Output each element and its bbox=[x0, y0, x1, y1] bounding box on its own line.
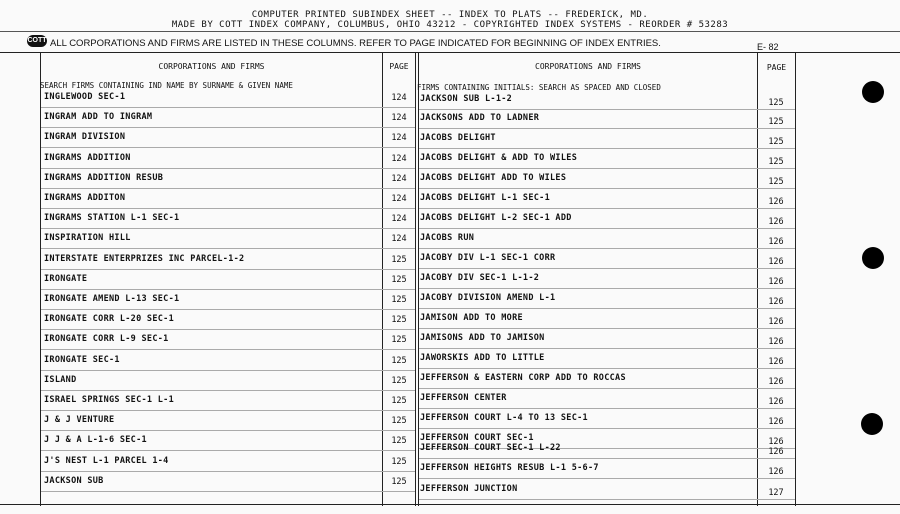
row-rule bbox=[41, 248, 415, 249]
row-rule bbox=[419, 148, 795, 149]
left-entry-page: 125 bbox=[391, 335, 407, 346]
right-entry-page: 125 bbox=[768, 117, 784, 127]
bottom-rule bbox=[0, 504, 900, 505]
right-entry-page: 126 bbox=[768, 357, 784, 367]
right-column-heading: CORPORATIONS AND FIRMS bbox=[535, 62, 641, 71]
row-rule bbox=[419, 208, 795, 209]
row-rule bbox=[419, 499, 795, 500]
left-entry-name: INGLEWOOD SEC-1 bbox=[44, 92, 126, 102]
right-entry-name: JEFFERSON JUNCTION bbox=[420, 484, 518, 494]
row-rule bbox=[419, 348, 795, 349]
left-entry-name: ISRAEL SPRINGS SEC-1 L-1 bbox=[44, 395, 175, 405]
binder-hole bbox=[862, 247, 884, 269]
row-rule bbox=[419, 288, 795, 289]
right-entry-name: JACOBS DELIGHT bbox=[420, 133, 496, 143]
right-entry-page: 126 bbox=[768, 297, 784, 307]
left-column-heading: CORPORATIONS AND FIRMS bbox=[158, 62, 265, 71]
row-rule bbox=[41, 228, 415, 229]
left-entry-page: 125 bbox=[391, 436, 407, 447]
row-rule bbox=[41, 349, 415, 350]
right-entry-page: 126 bbox=[768, 417, 784, 427]
row-rule bbox=[419, 268, 795, 269]
right-entry-page: 125 bbox=[768, 157, 784, 167]
row-rule bbox=[419, 168, 795, 169]
row-rule bbox=[41, 289, 415, 290]
row-rule bbox=[41, 450, 415, 451]
left-entry-name: INGRAM ADD TO INGRAM bbox=[44, 112, 153, 123]
right-entry-page: 126 bbox=[768, 337, 784, 347]
right-subheading: FIRMS CONTAINING INITIALS: SEARCH AS SPACED AND CLOSED bbox=[417, 83, 661, 92]
row-rule bbox=[41, 390, 415, 391]
right-entry-name: JEFFERSON HEIGHTS RESUB L-1 5-6-7 bbox=[420, 463, 599, 473]
row-rule bbox=[419, 188, 795, 189]
right-entry-name: JACOBS DELIGHT L-1 SEC-1 bbox=[420, 193, 551, 203]
right-entry-page: 126 bbox=[768, 467, 784, 477]
right-page-heading: PAGE bbox=[766, 63, 787, 72]
right-entry-page: 126 bbox=[768, 197, 784, 207]
left-entry-name: J'S NEST L-1 PARCEL 1-4 bbox=[44, 455, 169, 466]
left-entry-name: JACKSON SUB bbox=[44, 475, 104, 486]
right-entry-page: 125 bbox=[768, 137, 784, 147]
left-entry-name: INGRAMS STATION L-1 SEC-1 bbox=[44, 213, 180, 224]
top-rule bbox=[0, 52, 900, 53]
row-rule bbox=[41, 127, 415, 128]
right-entry-name: JACOBY DIVISION AMEND L-1 bbox=[420, 293, 556, 303]
row-rule bbox=[419, 368, 795, 369]
col-divider bbox=[40, 52, 41, 506]
right-entry-name: JAMISON ADD TO MORE bbox=[420, 313, 523, 323]
left-entry-page: 124 bbox=[391, 214, 407, 225]
col-divider bbox=[418, 52, 419, 506]
row-rule bbox=[419, 328, 795, 329]
row-rule bbox=[41, 309, 415, 310]
left-page-heading: PAGE bbox=[389, 62, 409, 71]
left-entry-name: INSPIRATION HILL bbox=[44, 233, 131, 244]
row-rule bbox=[41, 188, 415, 189]
right-entry-name: JEFFERSON & EASTERN CORP ADD TO ROCCAS bbox=[420, 373, 626, 383]
right-entry-name: JACOBS RUN bbox=[420, 233, 475, 243]
right-entry-name: JACOBY DIV SEC-1 L-1-2 bbox=[420, 273, 540, 283]
left-entry-page: 125 bbox=[391, 315, 407, 326]
left-entry-name: J J & A L-1-6 SEC-1 bbox=[44, 435, 147, 446]
sheet-number: E- 82 bbox=[757, 42, 779, 52]
right-entry-page: 126 bbox=[768, 277, 784, 287]
left-entry-name: IRONGATE AMEND L-13 SEC-1 bbox=[44, 294, 180, 304]
col-divider bbox=[795, 52, 796, 506]
right-entry-page: 126 bbox=[768, 377, 784, 387]
col-divider bbox=[757, 52, 758, 506]
right-entry-page: 126 bbox=[768, 397, 784, 407]
header-rule bbox=[0, 31, 900, 32]
left-entry-page: 124 bbox=[391, 234, 407, 245]
row-rule bbox=[41, 491, 415, 492]
left-subheading: SEARCH FIRMS CONTAINING IND NAME BY SURNAME & GIVEN NAME bbox=[40, 81, 293, 90]
row-rule bbox=[419, 408, 795, 409]
left-entry-page: 125 bbox=[391, 396, 407, 406]
left-entry-name: INGRAMS ADDITION RESUB bbox=[44, 172, 164, 183]
left-entry-page: 125 bbox=[391, 274, 407, 285]
left-entry-name: IRONGATE bbox=[44, 273, 88, 284]
row-rule bbox=[419, 128, 795, 129]
row-rule bbox=[419, 388, 795, 389]
right-entry-page: 127 bbox=[768, 488, 784, 498]
right-entry-page: 126 bbox=[768, 257, 784, 267]
right-entry-name: JACOBS DELIGHT & ADD TO WILES bbox=[420, 153, 578, 163]
row-rule bbox=[41, 430, 415, 431]
left-entry-name: IRONGATE SEC-1 bbox=[44, 354, 120, 365]
left-entry-page: 124 bbox=[391, 113, 407, 124]
row-rule bbox=[41, 147, 415, 148]
left-entry-name: IRONGATE CORR L-20 SEC-1 bbox=[44, 314, 175, 325]
row-rule bbox=[419, 308, 795, 309]
col-divider bbox=[415, 52, 416, 506]
row-rule bbox=[419, 478, 795, 479]
right-entry-page: 126 bbox=[768, 437, 784, 447]
right-entry-page: 126 bbox=[768, 217, 784, 227]
binder-hole bbox=[862, 81, 884, 103]
right-entry-name: JAWORSKIS ADD TO LITTLE bbox=[420, 353, 545, 363]
left-entry-page: 125 bbox=[391, 416, 407, 427]
row-rule bbox=[41, 168, 415, 169]
left-entry-name: INGRAMS ADDITION bbox=[44, 152, 131, 163]
row-rule bbox=[41, 208, 415, 209]
notice-text: ALL CORPORATIONS AND FIRMS ARE LISTED IN THESE COLUMNS. REFER TO PAGE INDICATED FOR BEGINNING OF INDEX ENTRIES. bbox=[50, 38, 661, 49]
right-entry-page: 126 bbox=[768, 447, 784, 457]
right-entry-page: 125 bbox=[768, 98, 784, 108]
left-entry-name: IRONGATE CORR L-9 SEC-1 bbox=[44, 334, 169, 345]
left-entry-name: ISLAND bbox=[44, 374, 77, 385]
row-rule bbox=[41, 370, 415, 371]
right-entry-name: JEFFERSON CENTER bbox=[420, 393, 507, 403]
row-rule bbox=[41, 410, 415, 411]
row-rule bbox=[419, 228, 795, 229]
right-entry-name: JEFFERSON COURT L-4 TO 13 SEC-1 bbox=[420, 413, 588, 423]
left-entry-page: 125 bbox=[391, 295, 407, 305]
left-entry-page: 125 bbox=[391, 254, 407, 265]
row-rule bbox=[419, 248, 795, 249]
left-entry-name: INGRAMS ADDITON bbox=[44, 193, 126, 203]
left-entry-page: 124 bbox=[391, 133, 407, 144]
row-rule bbox=[41, 269, 415, 270]
right-entry-name: JACOBS DELIGHT L-2 SEC-1 ADD bbox=[420, 213, 572, 223]
binder-hole bbox=[861, 413, 883, 435]
left-entry-page: 125 bbox=[391, 375, 407, 386]
row-rule bbox=[41, 471, 415, 472]
right-entry-name: JEFFERSON COURT SEC-1 bbox=[420, 433, 534, 443]
left-entry-page: 124 bbox=[391, 173, 407, 184]
right-entry-name: JACOBS DELIGHT ADD TO WILES bbox=[420, 173, 567, 183]
row-rule bbox=[419, 109, 795, 110]
left-entry-name: INGRAM DIVISION bbox=[44, 132, 126, 143]
header-line-2: MADE BY COTT INDEX COMPANY, COLUMBUS, OHIO 43212 - COPYRIGHTED INDEX SYSTEMS - REORDER # 53283 bbox=[171, 20, 729, 30]
right-entry-name: JAMISONS ADD TO JAMISON bbox=[420, 333, 545, 343]
right-entry-name: JACKSONS ADD TO LADNER bbox=[420, 113, 540, 123]
row-rule bbox=[41, 107, 415, 108]
cott-logo: COTT bbox=[27, 35, 47, 47]
left-entry-page: 125 bbox=[391, 456, 407, 467]
right-entry-name: JEFFERSON COURT SEC-1 L-22 bbox=[420, 443, 561, 453]
header-line-1: COMPUTER PRINTED SUBINDEX SHEET -- INDEX TO PLATS -- FREDERICK, MD. bbox=[251, 10, 649, 20]
left-entry-page: 125 bbox=[391, 355, 407, 366]
left-entry-page: 124 bbox=[391, 153, 407, 164]
right-entry-name: JACKSON SUB L-1-2 bbox=[420, 94, 513, 104]
left-entry-page: 124 bbox=[391, 93, 407, 103]
left-entry-name: J & J VENTURE bbox=[44, 415, 115, 426]
right-entry-page: 126 bbox=[768, 317, 784, 327]
left-entry-name: INTERSTATE ENTERPRIZES INC PARCEL-1-2 bbox=[44, 253, 245, 264]
right-entry-name: JACOBY DIV L-1 SEC-1 CORR bbox=[420, 253, 556, 263]
col-divider bbox=[382, 52, 383, 506]
row-rule bbox=[419, 458, 795, 459]
right-entry-page: 126 bbox=[768, 237, 784, 247]
row-rule bbox=[41, 329, 415, 330]
right-entry-page: 125 bbox=[768, 177, 784, 187]
row-rule bbox=[419, 428, 795, 429]
left-entry-page: 124 bbox=[391, 194, 407, 204]
left-entry-page: 125 bbox=[391, 476, 407, 487]
